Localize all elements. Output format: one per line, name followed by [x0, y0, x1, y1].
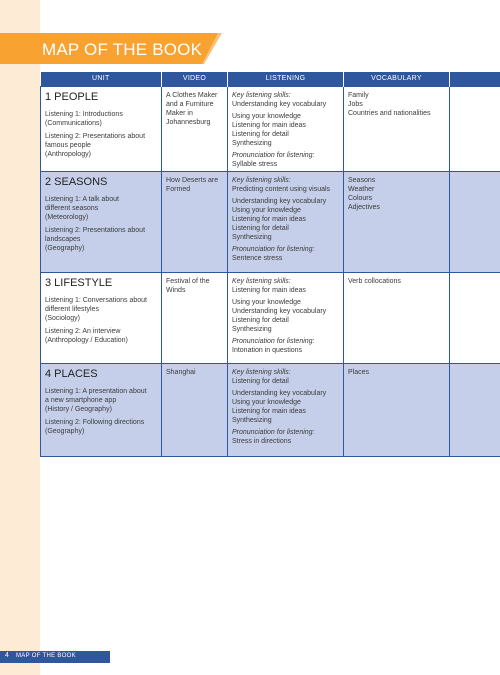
- page-number: 4: [5, 652, 9, 659]
- listening-skill: Listening for main ideas: [232, 215, 306, 223]
- listening-topic-line: Listening 2: Presentations about: [45, 132, 146, 140]
- listening-topic: [45, 132, 157, 159]
- pronunciation-item: Stress in directions: [232, 437, 292, 445]
- listening-topic-line: Listening 2: Presentations about: [45, 226, 146, 234]
- video-cell: [162, 272, 228, 363]
- listening-skill: Synthesizing: [232, 416, 272, 424]
- page-title: MAP OF THE BOOK: [42, 40, 203, 59]
- page-side-strip: [0, 0, 40, 675]
- listening-topic-line: (Anthropology / Education): [45, 336, 128, 344]
- listening-topic-line: (Geography): [45, 244, 85, 252]
- column-header-extra: [450, 72, 500, 86]
- listening-skill: Listening for detail: [232, 130, 289, 138]
- vocabulary-item: Weather: [348, 185, 375, 193]
- vocabulary-item: Colours: [348, 194, 373, 202]
- extra-cell: [450, 363, 500, 456]
- listening-topic: [45, 296, 157, 323]
- vocabulary-cell: [344, 86, 450, 171]
- unit-row: [41, 171, 500, 272]
- listening-skill: Understanding key vocabulary: [232, 197, 327, 205]
- listening-topic: [45, 226, 157, 253]
- listening-skill: Understanding key vocabulary: [232, 389, 327, 397]
- listening-topic: [45, 327, 157, 345]
- map-of-book-table: [40, 72, 500, 457]
- column-header-vocabulary: VOCABULARY: [344, 72, 450, 86]
- footer-title: MAP OF THE BOOK: [16, 653, 76, 659]
- vocabulary-item: Jobs: [348, 100, 363, 108]
- page-footer: [0, 651, 110, 663]
- vocabulary-item: Countries and nationalities: [348, 109, 431, 117]
- listening-topic-line: Listening 2: An interview: [45, 327, 121, 335]
- listening-skills-cell: [228, 171, 344, 272]
- listening-topic: [45, 110, 157, 128]
- video-cell: [162, 171, 228, 272]
- unit-cell: [41, 272, 162, 363]
- vocabulary-item: Family: [348, 91, 369, 99]
- key-skills-label: Key listening skills:: [232, 277, 291, 285]
- listening-topic-line: Listening 1: Introductions: [45, 110, 123, 118]
- extra-cell: [450, 272, 500, 363]
- listening-topic-line: Listening 2: Following directions: [45, 418, 145, 426]
- vocabulary-item: Seasons: [348, 176, 376, 184]
- listening-skills-cell: [228, 86, 344, 171]
- column-header-video: VIDEO: [162, 72, 228, 86]
- video-title-line: Winds: [166, 286, 186, 294]
- vocabulary-cell: [344, 272, 450, 363]
- video-title-line: and a Furniture: [166, 100, 214, 108]
- video-title-line: Formed: [166, 185, 191, 193]
- key-skills-label: Key listening skills:: [232, 176, 291, 184]
- unit-cell: [41, 86, 162, 171]
- pronunciation-item: Sentence stress: [232, 254, 283, 262]
- video-title-line: Maker in: [166, 109, 193, 117]
- unit-title: 1 PEOPLE: [45, 90, 99, 103]
- listening-skill: Using your knowledge: [232, 398, 301, 406]
- key-skill: Predicting content using visuals: [232, 185, 331, 193]
- pronunciation-item: Syllable stress: [232, 160, 278, 168]
- vocabulary-item: Verb collocations: [348, 277, 401, 285]
- pronunciation-item: Intonation in questions: [232, 346, 303, 354]
- key-skill: Listening for detail: [232, 377, 289, 385]
- extra-cell: [450, 86, 500, 171]
- key-skills-label: Key listening skills:: [232, 368, 291, 376]
- listening-skill: Using your knowledge: [232, 112, 301, 120]
- listening-topic: [45, 195, 157, 222]
- listening-topic-line: (History / Geography): [45, 405, 112, 413]
- unit-row: [41, 363, 500, 456]
- listening-topic-line: (Geography): [45, 427, 85, 435]
- unit-rows: [41, 86, 500, 456]
- listening-skill: Understanding key vocabulary: [232, 307, 327, 315]
- unit-cell: [41, 363, 162, 456]
- pronunciation-label: Pronunciation for listening:: [232, 337, 315, 345]
- unit-title: 2 SEASONS: [45, 175, 108, 188]
- listening-topic: [45, 387, 157, 414]
- column-header-unit: UNIT: [41, 72, 162, 86]
- vocabulary-cell: [344, 363, 450, 456]
- video-title-line: Festival of the: [166, 277, 210, 285]
- listening-topic-line: different lifestyles: [45, 305, 99, 313]
- listening-topic-line: Listening 1: A talk about: [45, 195, 119, 203]
- key-skills-label: Key listening skills:: [232, 91, 291, 99]
- listening-skills-cell: [228, 363, 344, 456]
- listening-skill: Using your knowledge: [232, 298, 301, 306]
- listening-topic-line: Listening 1: Conversations about: [45, 296, 147, 304]
- video-cell: [162, 363, 228, 456]
- video-title-line: Shanghai: [166, 368, 196, 376]
- unit-row: [41, 272, 500, 363]
- extra-cell: [450, 171, 500, 272]
- unit-title: 3 LIFESTYLE: [45, 276, 113, 289]
- vocabulary-item: Adjectives: [348, 203, 380, 211]
- listening-topic-line: (Meteorology): [45, 213, 89, 221]
- listening-skill: Listening for main ideas: [232, 407, 306, 415]
- video-cell: [162, 86, 228, 171]
- listening-skill: Synthesizing: [232, 233, 272, 241]
- unit-title: 4 PLACES: [45, 367, 98, 380]
- listening-skill: Listening for detail: [232, 316, 289, 324]
- listening-skill: Synthesizing: [232, 139, 272, 147]
- video-title-line: Johannesburg: [166, 118, 211, 126]
- listening-topic-line: Listening 1: A presentation about: [45, 387, 147, 395]
- listening-topic-line: landscapes: [45, 235, 81, 243]
- listening-topic-line: different seasons: [45, 204, 99, 212]
- listening-topic-line: (Sociology): [45, 314, 81, 322]
- listening-skill: Listening for main ideas: [232, 121, 306, 129]
- listening-topic-line: famous people: [45, 141, 91, 149]
- listening-skills-cell: [228, 272, 344, 363]
- listening-skill: Using your knowledge: [232, 206, 301, 214]
- pronunciation-label: Pronunciation for listening:: [232, 151, 315, 159]
- key-skill: Listening for main ideas: [232, 286, 306, 294]
- key-skill: Understanding key vocabulary: [232, 100, 327, 108]
- unit-row: [41, 86, 500, 171]
- video-title-line: How Deserts are: [166, 176, 219, 184]
- vocabulary-item: Places: [348, 368, 370, 376]
- listening-topic-line: (Anthropology): [45, 150, 91, 158]
- listening-topic-line: (Communications): [45, 119, 102, 127]
- table-header-row: [41, 72, 500, 86]
- unit-cell: [41, 171, 162, 272]
- video-title-line: A Clothes Maker: [166, 91, 218, 99]
- listening-topic: [45, 418, 157, 436]
- column-header-listening: LISTENING: [228, 72, 344, 86]
- pronunciation-label: Pronunciation for listening:: [232, 428, 315, 436]
- listening-topic-line: a new smartphone app: [45, 396, 117, 404]
- listening-skill: Synthesizing: [232, 325, 272, 333]
- listening-skill: Listening for detail: [232, 224, 289, 232]
- vocabulary-cell: [344, 171, 450, 272]
- pronunciation-label: Pronunciation for listening:: [232, 245, 315, 253]
- section-banner: [0, 33, 222, 64]
